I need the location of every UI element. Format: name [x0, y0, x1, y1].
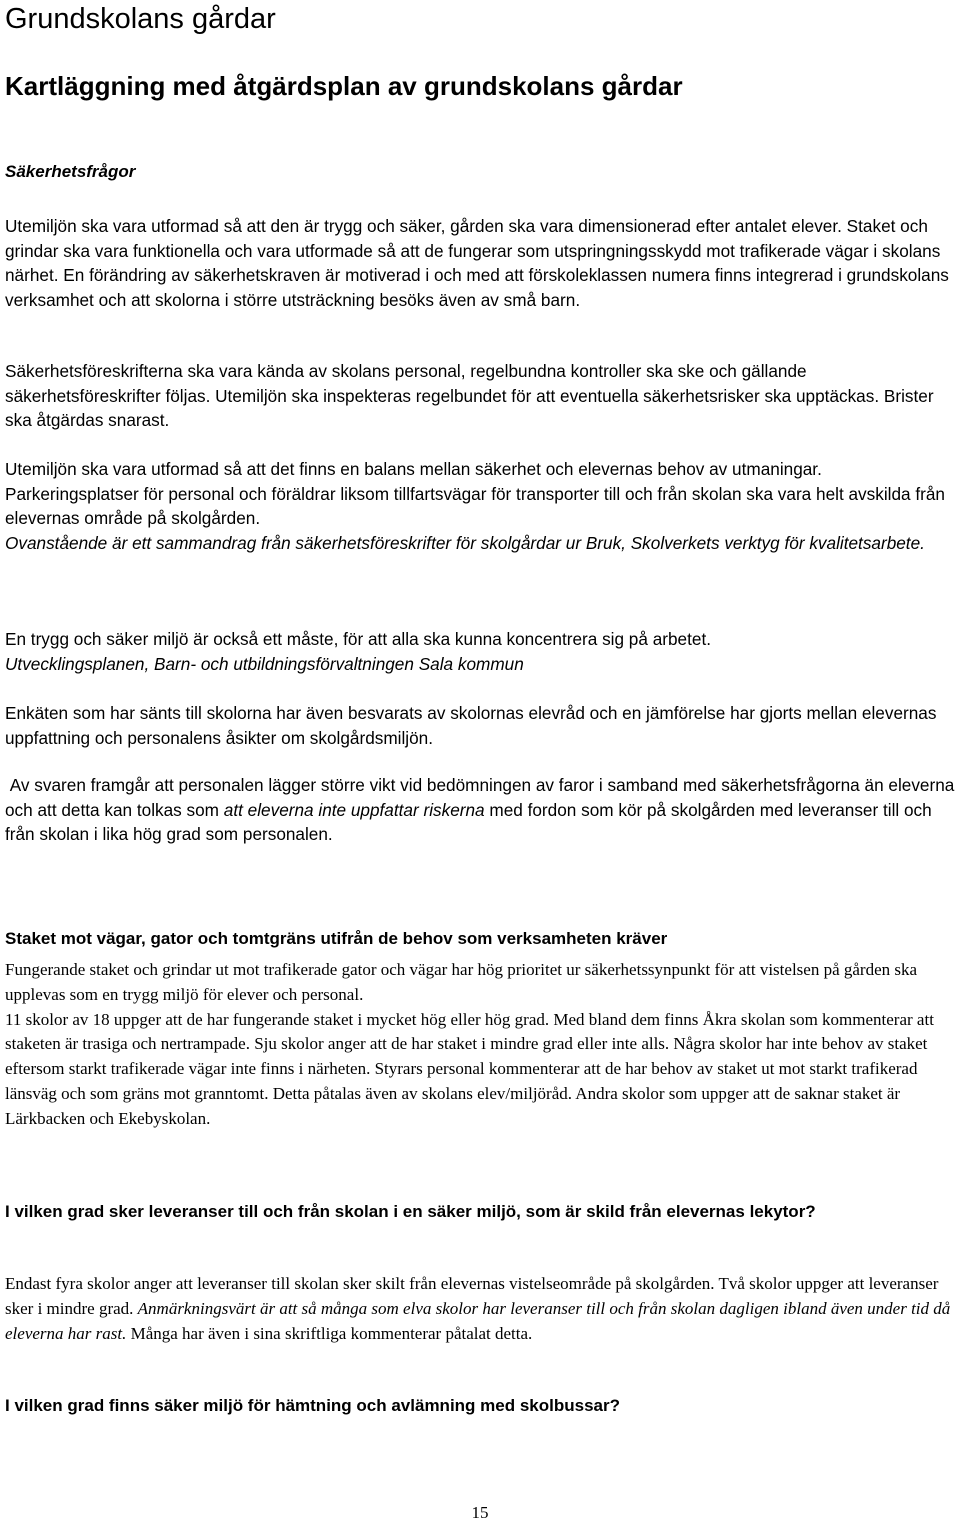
paragraph-group-staket	[5, 958, 955, 1132]
paragraph-utvecklingsplanen	[5, 652, 955, 677]
page-subtitle: Kartläggning med åtgärdsplan av grundskolans gårdar	[5, 71, 683, 101]
heading-leveranser: I vilken grad sker leveranser till och från skolan i en säker miljö, som är skild från elevernas lekytor?	[5, 1202, 816, 1221]
leveranser-text-2: Många har även i sina skriftliga kommenterar påtalat detta.	[126, 1323, 533, 1343]
paragraph-group-balans	[5, 457, 955, 555]
paragraph-fungerande-staket: Fungerande staket och grindar ut mot trafikerade gator och vägar har hög prioritet ur säkerhetssynpunkt för att vistelsen på gården ska upplevas som en trygg miljö för elever och personal.	[5, 960, 918, 1004]
paragraph-enkaten: Enkäten som har sänts till skolorna har även besvarats av skolornas elevråd och en jämförelse har gjorts mellan elevernas uppfattning och personalens åsikter om skolgårdsmiljön.	[5, 703, 937, 748]
paragraph-sakerhetsforeskrifter: Säkerhetsföreskrifterna ska vara kända av skolans personal, regelbundna kontroller ska ske och gällande säkerhetsföreskrifter följas. Utemiljön ska inspekteras regelbundet för att eventuella säkerhetsrisker ska upptäckas. Brister ska åtgärdas snarast.	[5, 361, 934, 430]
utvecklingsplanen-italic: Utvecklingsplanen, Barn- och utbildningsförvaltningen Sala kommun	[5, 653, 524, 674]
svaren-text-1: Av svaren framgår att personalen lägger större vikt vid bedömningen av faror i samband med säkerhetsfrågorna än eleverna och att detta kan tolkas som	[5, 775, 955, 820]
leveranser-italic: Anmärkningsvärt är att så många som elva skolor har leveranser till och från skolan dagligen ibland även under tid då eleverna har rast.	[5, 1298, 951, 1343]
leveranser-text-1: Endast fyra skolor anger att leveranser till skolan sker skilt från elevernas vistelseområde på skolgården. Två skolor uppger att leveranser sker i mindre grad.	[5, 1274, 939, 1318]
page-number: 15	[471, 1503, 489, 1522]
svaren-text-2: med fordon som kör på skolgården med leveranser till och från skolan i lika hög grad som personalen.	[5, 799, 932, 844]
paragraph-leveranser	[5, 1272, 955, 1346]
section-heading-sakerhetsfragor: Säkerhetsfrågor	[5, 162, 136, 181]
paragraph-trygg-miljo: En trygg och säker miljö är också ett måste, för att alla ska kunna koncentrera sig på arbetet.	[5, 629, 711, 649]
heading-skolbussar: I vilken grad finns säker miljö för hämtning och avlämning med skolbussar?	[5, 1396, 620, 1415]
paragraph-skolor-staket: 11 skolor av 18 uppger att de har fungerande staket i mycket hög eller hög grad. Med bland dem finns Åkra skolan som kommenterar att staketen är trasiga och nertrampade. Sju skolor anger att de har staket i mindre grad eller inte alls. Några skolor har inte behov av staket eftersom starkt trafikerade vägar inte finns i närheten. Styrars personal kommenterar att de har behov av staket ut mot starkt trafikerad länsväg och som gräns mot granntomt. Detta påtalas även av skolans elev/miljöråd. Andra skolor som uppger att de saknar staket är Lärkbacken och Ekebyskolan.	[5, 1009, 934, 1128]
svaren-italic: att eleverna inte uppfattar riskerna	[223, 799, 485, 820]
paragraph-parkering: Parkeringsplatser för personal och föräldrar liksom tillfartsvägar för transporter till och från skolan ska vara helt avskilda från elevernas område på skolgården.	[5, 483, 945, 528]
sammandrag-italic: Ovanstående är ett sammandrag från säkerhetsföreskrifter för skolgårdar ur Bruk, Skolverkets verktyg för kvalitetsarbete.	[5, 532, 925, 553]
page-title: Grundskolans gårdar	[5, 3, 276, 35]
paragraph-utemiljo: Utemiljön ska vara utformad så att den är trygg och säker, gården ska vara dimensionerad efter antalet elever. Staket och grindar ska vara funktionella och vara utformade så att de fungerar som utspringningsskydd mot trafikerade vägar i skolans närhet. En förändring av säkerhetskraven är motiverad i och med att förskoleklassen numera finns integrerad i grundskolans verksamhet och att skolorna i större utsträckning besöks även av små barn.	[5, 216, 949, 310]
heading-staket: Staket mot vägar, gator och tomtgräns utifrån de behov som verksamheten kräver	[5, 929, 668, 948]
paragraph-svaren	[5, 773, 955, 847]
paragraph-group-trygg	[5, 627, 955, 676]
paragraph-balans: Utemiljön ska vara utformad så att det finns en balans mellan säkerhet och elevernas behov av utmaningar.	[5, 459, 822, 479]
paragraph-sammandrag	[5, 531, 955, 556]
